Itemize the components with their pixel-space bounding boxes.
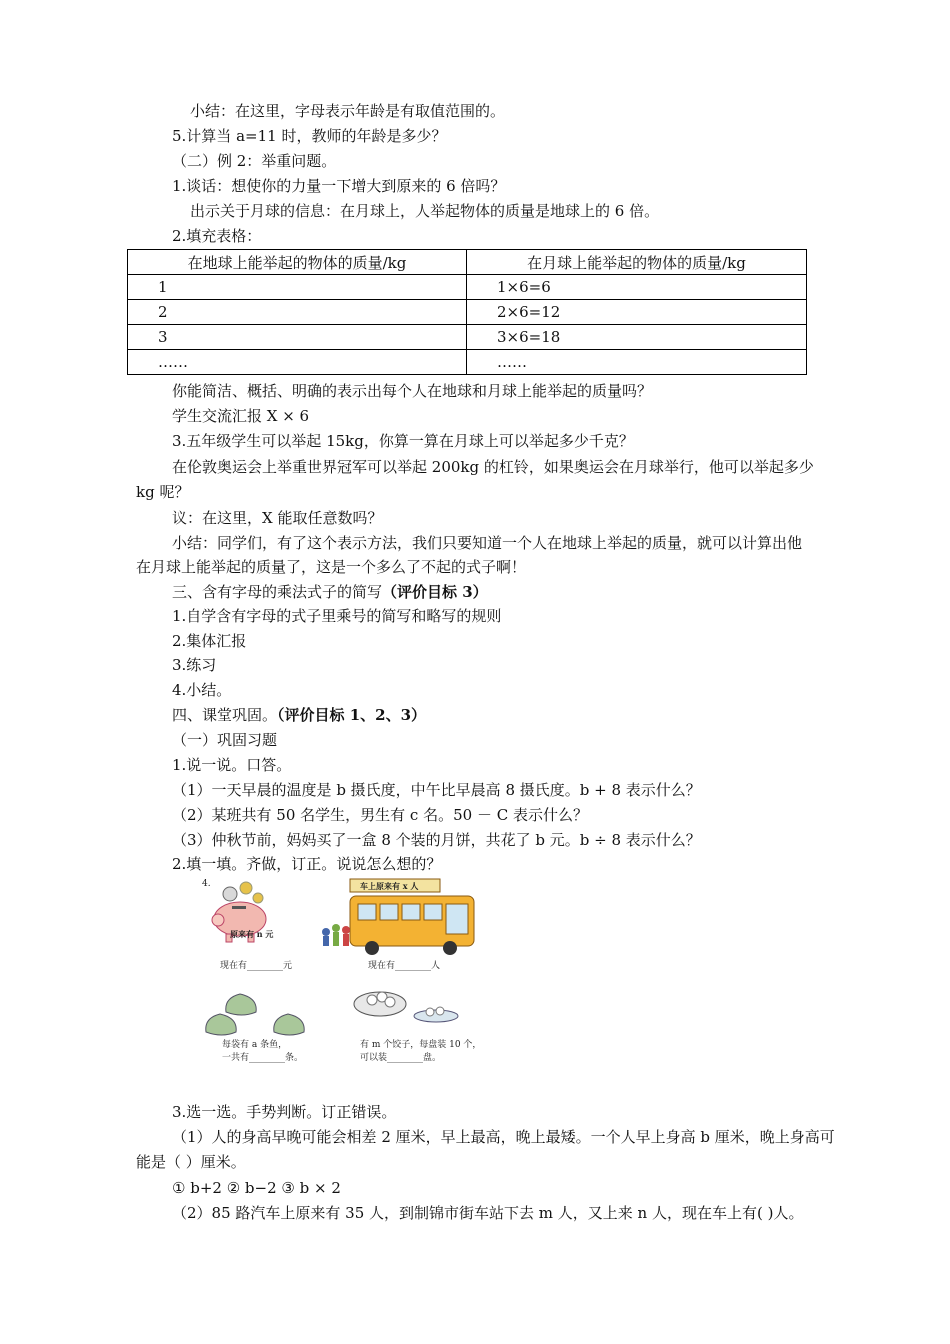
summary-students: 小结：同学们，有了这个表示方法，我们只要知道一个人在地球上举起的质量，就可以计算出他: [172, 534, 803, 552]
exercise-3-1-options: ① b+2 ② b−2 ③ b × 2: [172, 1179, 341, 1197]
mass-table: [127, 249, 807, 375]
table-cell: 2: [128, 300, 467, 325]
caption-money: 现在有________元: [220, 961, 293, 971]
table-row: [128, 300, 807, 325]
exercise-1-3: （3）仲秋节前，妈妈买了一盒 8 个装的月饼，共花了 b 元。b ÷ 8 表示什么？: [172, 831, 701, 849]
summary-students-cont: 在月球上能举起的质量了，这是一个多么了不起的式子啊！: [136, 558, 527, 576]
exercise-3-1-cont: 能是（ ）厘米。: [136, 1153, 246, 1171]
exercise-1-2: （2）某班共有 50 名学生，男生有 c 名。50 － C 表示什么？: [172, 806, 588, 824]
fill-table-heading: 2.填充表格：: [172, 227, 262, 245]
table-header-earth: 在地球上能举起的物体的质量/kg: [128, 250, 467, 275]
table-cell: 3×6=18: [467, 325, 807, 350]
exercise-1: 1.说一说。口答。: [172, 756, 292, 774]
caption-dumpling-2: 可以装________盘。: [360, 1053, 442, 1063]
question-concise: 你能简洁、概括、明确的表示出每个人在地球和月球上能举起的质量吗？: [172, 382, 653, 400]
question-15kg: 3.五年级学生可以举起 15kg，你算一算在月球上可以举起多少千克？: [172, 432, 634, 450]
discussion-x: 议：在这里，X 能取任意数吗？: [172, 509, 383, 527]
dumplings-icon: [354, 992, 458, 1022]
table-cell: ……: [467, 350, 807, 375]
talk-line: 1.谈话：想使你的力量一下增大到原来的 6 倍吗？: [172, 177, 506, 195]
step-3: 3.练习: [172, 656, 217, 674]
bus-sign: 车上原来有 x 人: [360, 881, 419, 891]
caption-people: 现在有________人: [368, 961, 441, 971]
table-row: [128, 325, 807, 350]
table-row: [128, 350, 807, 375]
caption-fish-2: 一共有________条。: [222, 1053, 304, 1063]
table-cell: 2×6=12: [467, 300, 807, 325]
exercise-3-2: （2）85 路汽车上原来有 35 人，到制锦市街车站下去 m 人，又上来 n 人，现在车上有( )人。: [172, 1204, 804, 1222]
exercise-3-1: （1）人的身高早晚可能会相差 2 厘米，早上最高，晚上最矮。一个人早上身高 b 厘米，晚上身高可: [172, 1128, 835, 1146]
moon-info: 出示关于月球的信息：在月球上，人举起物体的质量是地球上的 6 倍。: [190, 202, 660, 220]
london-question-cont: kg 呢？: [136, 483, 190, 501]
table-header-row: [128, 250, 807, 275]
summary-age: 小结：在这里，字母表示年龄是有取值范围的。: [190, 102, 506, 120]
step-2: 2.集体汇报: [172, 632, 247, 650]
section-3-heading: [172, 582, 488, 602]
step-4: 4.小结。: [172, 681, 232, 699]
london-question: 在伦敦奥运会上举重世界冠军可以举起 200kg 的杠铃，如果奥运会在月球举行，他可以举起多少: [172, 458, 814, 476]
exercise-illustration: [200, 876, 480, 1066]
table-cell: ……: [128, 350, 467, 375]
pig-label: 原来有 n 元: [230, 929, 274, 939]
exercise-2: 2.填一填。齐做，订正。说说怎么想的？: [172, 855, 442, 873]
section-4-title: 四、课堂巩固。: [172, 706, 278, 724]
section-4-heading: [172, 705, 426, 725]
exercise-3: 3.选一选。手势判断。订正错误。: [172, 1103, 397, 1121]
caption-dumpling-1: 有 m 个饺子，每盘装 10 个，: [360, 1040, 482, 1050]
section-3-title: 三、含有字母的乘法式子的简写: [172, 583, 383, 601]
step-1: 1.自学含有字母的式子里乘号的简写和略写的规则: [172, 607, 502, 625]
example-2-heading: （二）例 2：举重问题。: [172, 152, 337, 170]
table-cell: 3: [128, 325, 467, 350]
table-row: [128, 275, 807, 300]
section-3-goal: （评价目标 3）: [382, 583, 488, 601]
figure-number: 4.: [202, 879, 211, 889]
passengers-icon: [322, 924, 350, 946]
table-cell: 1×6=6: [467, 275, 807, 300]
table-cell: 1: [128, 275, 467, 300]
fish-bags-icon: [206, 994, 304, 1035]
table-header-moon: 在月球上能举起的物体的质量/kg: [467, 250, 807, 275]
caption-fish-1: 每袋有 a 条鱼，: [222, 1040, 288, 1050]
exercise-1-1: （1）一天早晨的温度是 b 摄氏度，中午比早晨高 8 摄氏度。b + 8 表示什么？: [172, 781, 701, 799]
exercises-heading: （一）巩固习题: [172, 731, 278, 749]
question-5: 5.计算当 a=11 时，教师的年龄是多少？: [172, 127, 447, 145]
section-4-goal: （评价目标 1、2、3）: [277, 706, 427, 724]
student-report: 学生交流汇报 X × 6: [172, 407, 310, 425]
